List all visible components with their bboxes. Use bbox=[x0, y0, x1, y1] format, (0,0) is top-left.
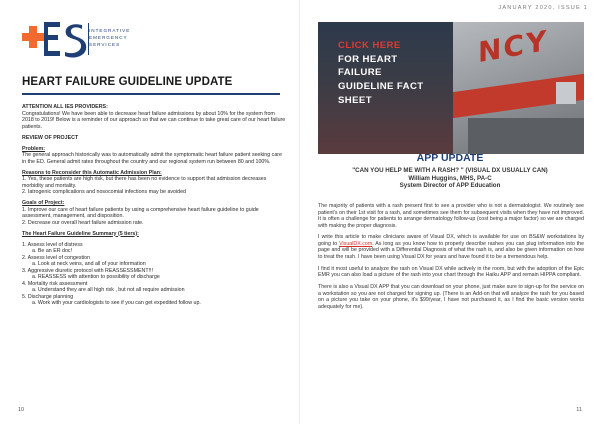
article-author: William Huggins, MHS, PA-C bbox=[408, 174, 492, 182]
reason-item: 1. Yes, these patients are high risk, but there has been no evidence to support that admission decreases morbidity and mortality. bbox=[22, 176, 267, 189]
tier-item: 4. Mortality risk assessment bbox=[22, 280, 88, 287]
goals-heading: Goals of Project: bbox=[22, 200, 65, 206]
click-here-link[interactable]: CLICK HERE bbox=[338, 40, 401, 51]
tier-item: 3. Aggressive diuretic protocol with REASSESSMENT!!! bbox=[22, 267, 154, 274]
summary-heading: The Heart Failure Guideline Summary (5 tiers): bbox=[22, 230, 139, 237]
hospital-sign: NCY bbox=[478, 23, 549, 70]
tier-subitem: a. Understand they are all high risk , but not all require admission bbox=[32, 287, 185, 293]
visualdx-link[interactable]: VisualDX.com bbox=[339, 240, 373, 247]
goal-item: 2. Decrease our overall heart failure admission rate. bbox=[22, 219, 144, 226]
article-paragraph: The majority of patients with a rash present first to see a provider who is not a dermatologist. We routinely see patient's on their 1st visit for a rash, and sometimes see them for subsequent visits when they have not improved. It is often a challenge for patients to arrange dermatology follow-up (cost being a major factor) so we are charged with making the proper diagnosis. bbox=[318, 203, 584, 229]
tier-item: 2. Assess level of congestion bbox=[22, 254, 91, 261]
attention-heading: ATTENTION ALL IES PROVIDERS: bbox=[22, 104, 108, 110]
hospital-photo-canopy bbox=[468, 118, 584, 154]
reasons-heading: Reasons to Reconsider this Automatic Admission Plan: bbox=[22, 169, 162, 176]
banner-line: FOR HEART bbox=[338, 53, 398, 65]
reason-item: 2. Iatrogenic complications and nosocomial infections may be avoided bbox=[22, 189, 187, 195]
banner-line: GUIDELINE FACT bbox=[338, 81, 424, 93]
article-paragraph: I find it most useful to analyze the rash on Visual DX while actively in the room, but with the adoption of the Epic EMR you can also load a picture of the rash into your chart through the Haiku APP and remain HIPPA compliant. bbox=[318, 265, 584, 279]
goal-item: 1. Improve our care of heart failure patients by using a comprehensive heart failure guideline to guide assessment, management, and disposition. bbox=[22, 206, 259, 219]
paragraph-text: . As long as you know how to properly describe rashes you can plug information into the page and will be provided with a Differential Diagnosis of what the rash is, and also be given information on how to treat the rash. I have been using Visual DX for years and have found it to be a tremendous help. bbox=[318, 240, 584, 261]
banner-line: FAILURE bbox=[338, 67, 382, 79]
logo-word: SERVICES bbox=[89, 42, 121, 47]
page-number: 10 bbox=[18, 407, 25, 413]
tier-item: 5. Discharge planning bbox=[22, 293, 74, 300]
fact-sheet-banner[interactable] bbox=[318, 22, 584, 154]
issue-label: JANUARY 2020, ISSUE 1 bbox=[498, 5, 588, 11]
tier-subitem: a. Be an ER doc! bbox=[32, 248, 73, 254]
right-page bbox=[300, 0, 600, 424]
page-title: HEART FAILURE GUIDELINE UPDATE bbox=[22, 76, 233, 88]
page-number: 11 bbox=[576, 407, 582, 413]
problem-heading: Problem: bbox=[22, 145, 45, 152]
article-question: "CAN YOU HELP ME WITH A RASH? " (VISUAL DX USUALLY CAN) bbox=[352, 167, 548, 174]
banner-text bbox=[338, 39, 424, 108]
tier-subitem: a. Work with your cardiologists to see if you can get expedited follow up. bbox=[32, 300, 201, 306]
article-paragraph bbox=[318, 234, 584, 260]
title-divider bbox=[22, 93, 280, 95]
article-author-role: System Director of APP Education bbox=[399, 182, 501, 190]
logo-word: EMERGENCY bbox=[89, 35, 128, 40]
article-paragraph: There is also a Visual DX APP that you can download on your phone, just make sure to sign-up for the service on a workstation so you are not charged for signing up. (There is an Add-on that will analyze the rash for you based on a picture you take on your phone, it's $99/year, I have not purchased it, as I find the basic version works adequately for me). bbox=[318, 284, 584, 310]
attention-text: Congratulations! We have been able to decrease heart failure admissions by about 10% for the system from 2018 to 2019! Below is a reminder of our approach so that we can continue to take great care of our heart failure patients. bbox=[22, 110, 286, 130]
paragraph-text: I write this article to make clinicians aware of Visual DX, which is available for use on BS&W workstations by going to bbox=[318, 234, 584, 247]
tier-subitem: a. REASSESS with attention to possibility of discharge bbox=[32, 274, 160, 280]
banner-line: SHEET bbox=[338, 94, 372, 106]
section-title: APP UPDATE bbox=[416, 152, 484, 164]
logo-word: INTEGRATIVE bbox=[89, 28, 131, 33]
tier-subitem: a. Look at neck veins, and all of your information bbox=[32, 261, 146, 267]
review-heading: REVIEW OF PROJECT bbox=[22, 134, 79, 141]
article-body bbox=[318, 203, 584, 315]
logo-wordmark bbox=[89, 27, 130, 48]
left-body bbox=[22, 104, 287, 307]
tier-item: 1. Assess level of distress bbox=[22, 241, 83, 248]
problem-text: The general approach historically was to automatically admit the symptomatic heart failure patient seeking care in the ED. General admit rates throughout the country and our regional system run between 80 and 100%. bbox=[22, 152, 282, 165]
hospital-photo-window bbox=[556, 82, 576, 104]
article-header bbox=[300, 167, 600, 190]
